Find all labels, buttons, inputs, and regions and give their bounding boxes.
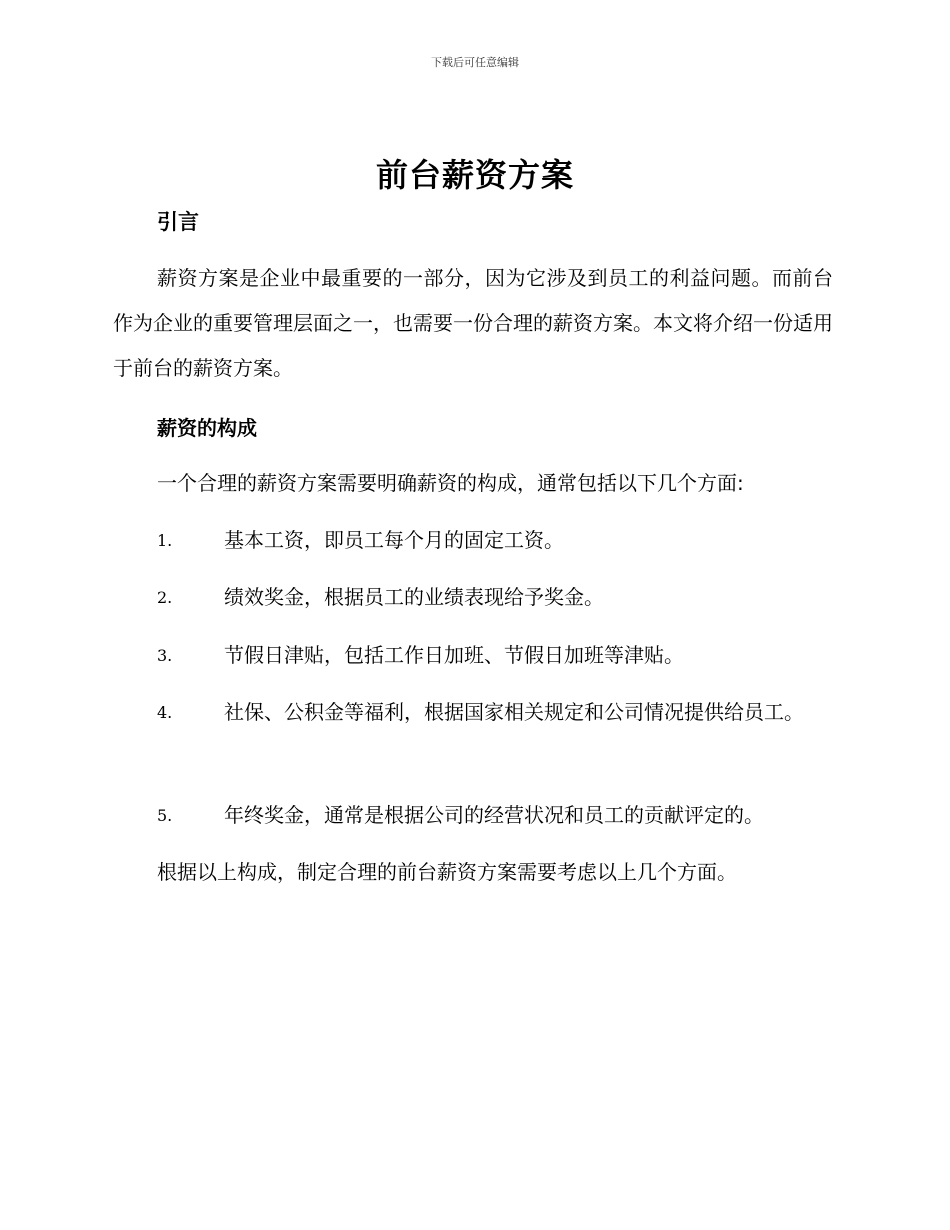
list-item-text: 节假日津贴，包括工作日加班、节假日加班等津贴。 bbox=[224, 643, 684, 667]
document-title: 前台薪资方案 bbox=[375, 156, 574, 194]
intro-paragraph: 薪资方案是企业中最重要的一部分，因为它涉及到员工的利益问题。而前台作为企业的重要管理层面之一，也需要一份合理的薪资方案。本文将介绍一份适用于前台的薪资方案。 bbox=[113, 266, 833, 380]
intro-heading: 引言 bbox=[157, 210, 199, 234]
composition-lead-paragraph: 一个合理的薪资方案需要明确薪资的构成，通常包括以下几个方面: bbox=[157, 471, 744, 495]
list-item bbox=[113, 793, 833, 838]
composition-heading: 薪资的构成 bbox=[157, 416, 257, 440]
list-item bbox=[113, 518, 833, 563]
header-note: 下载后可任意编辑 bbox=[431, 56, 519, 69]
list-item-number: 4. bbox=[157, 703, 173, 722]
list-item-text: 绩效奖金，根据员工的业绩表现给予奖金。 bbox=[224, 585, 604, 609]
list-item-number: 5. bbox=[157, 806, 173, 825]
list-item-text: 年终奖金，通常是根据公司的经营状况和员工的贡献评定的。 bbox=[224, 803, 764, 827]
list-item bbox=[113, 575, 833, 620]
list-item-number: 1. bbox=[157, 531, 173, 550]
list-item-number: 3. bbox=[157, 646, 173, 665]
list-item-number: 2. bbox=[157, 588, 173, 607]
list-item bbox=[113, 633, 833, 678]
list-item bbox=[113, 690, 833, 735]
list-item-text: 社保、公积金等福利，根据国家相关规定和公司情况提供给员工。 bbox=[224, 700, 804, 724]
list-item-text: 基本工资，即员工每个月的固定工资。 bbox=[224, 528, 564, 552]
conclusion-paragraph: 根据以上构成，制定合理的前台薪资方案需要考虑以上几个方面。 bbox=[157, 860, 737, 884]
